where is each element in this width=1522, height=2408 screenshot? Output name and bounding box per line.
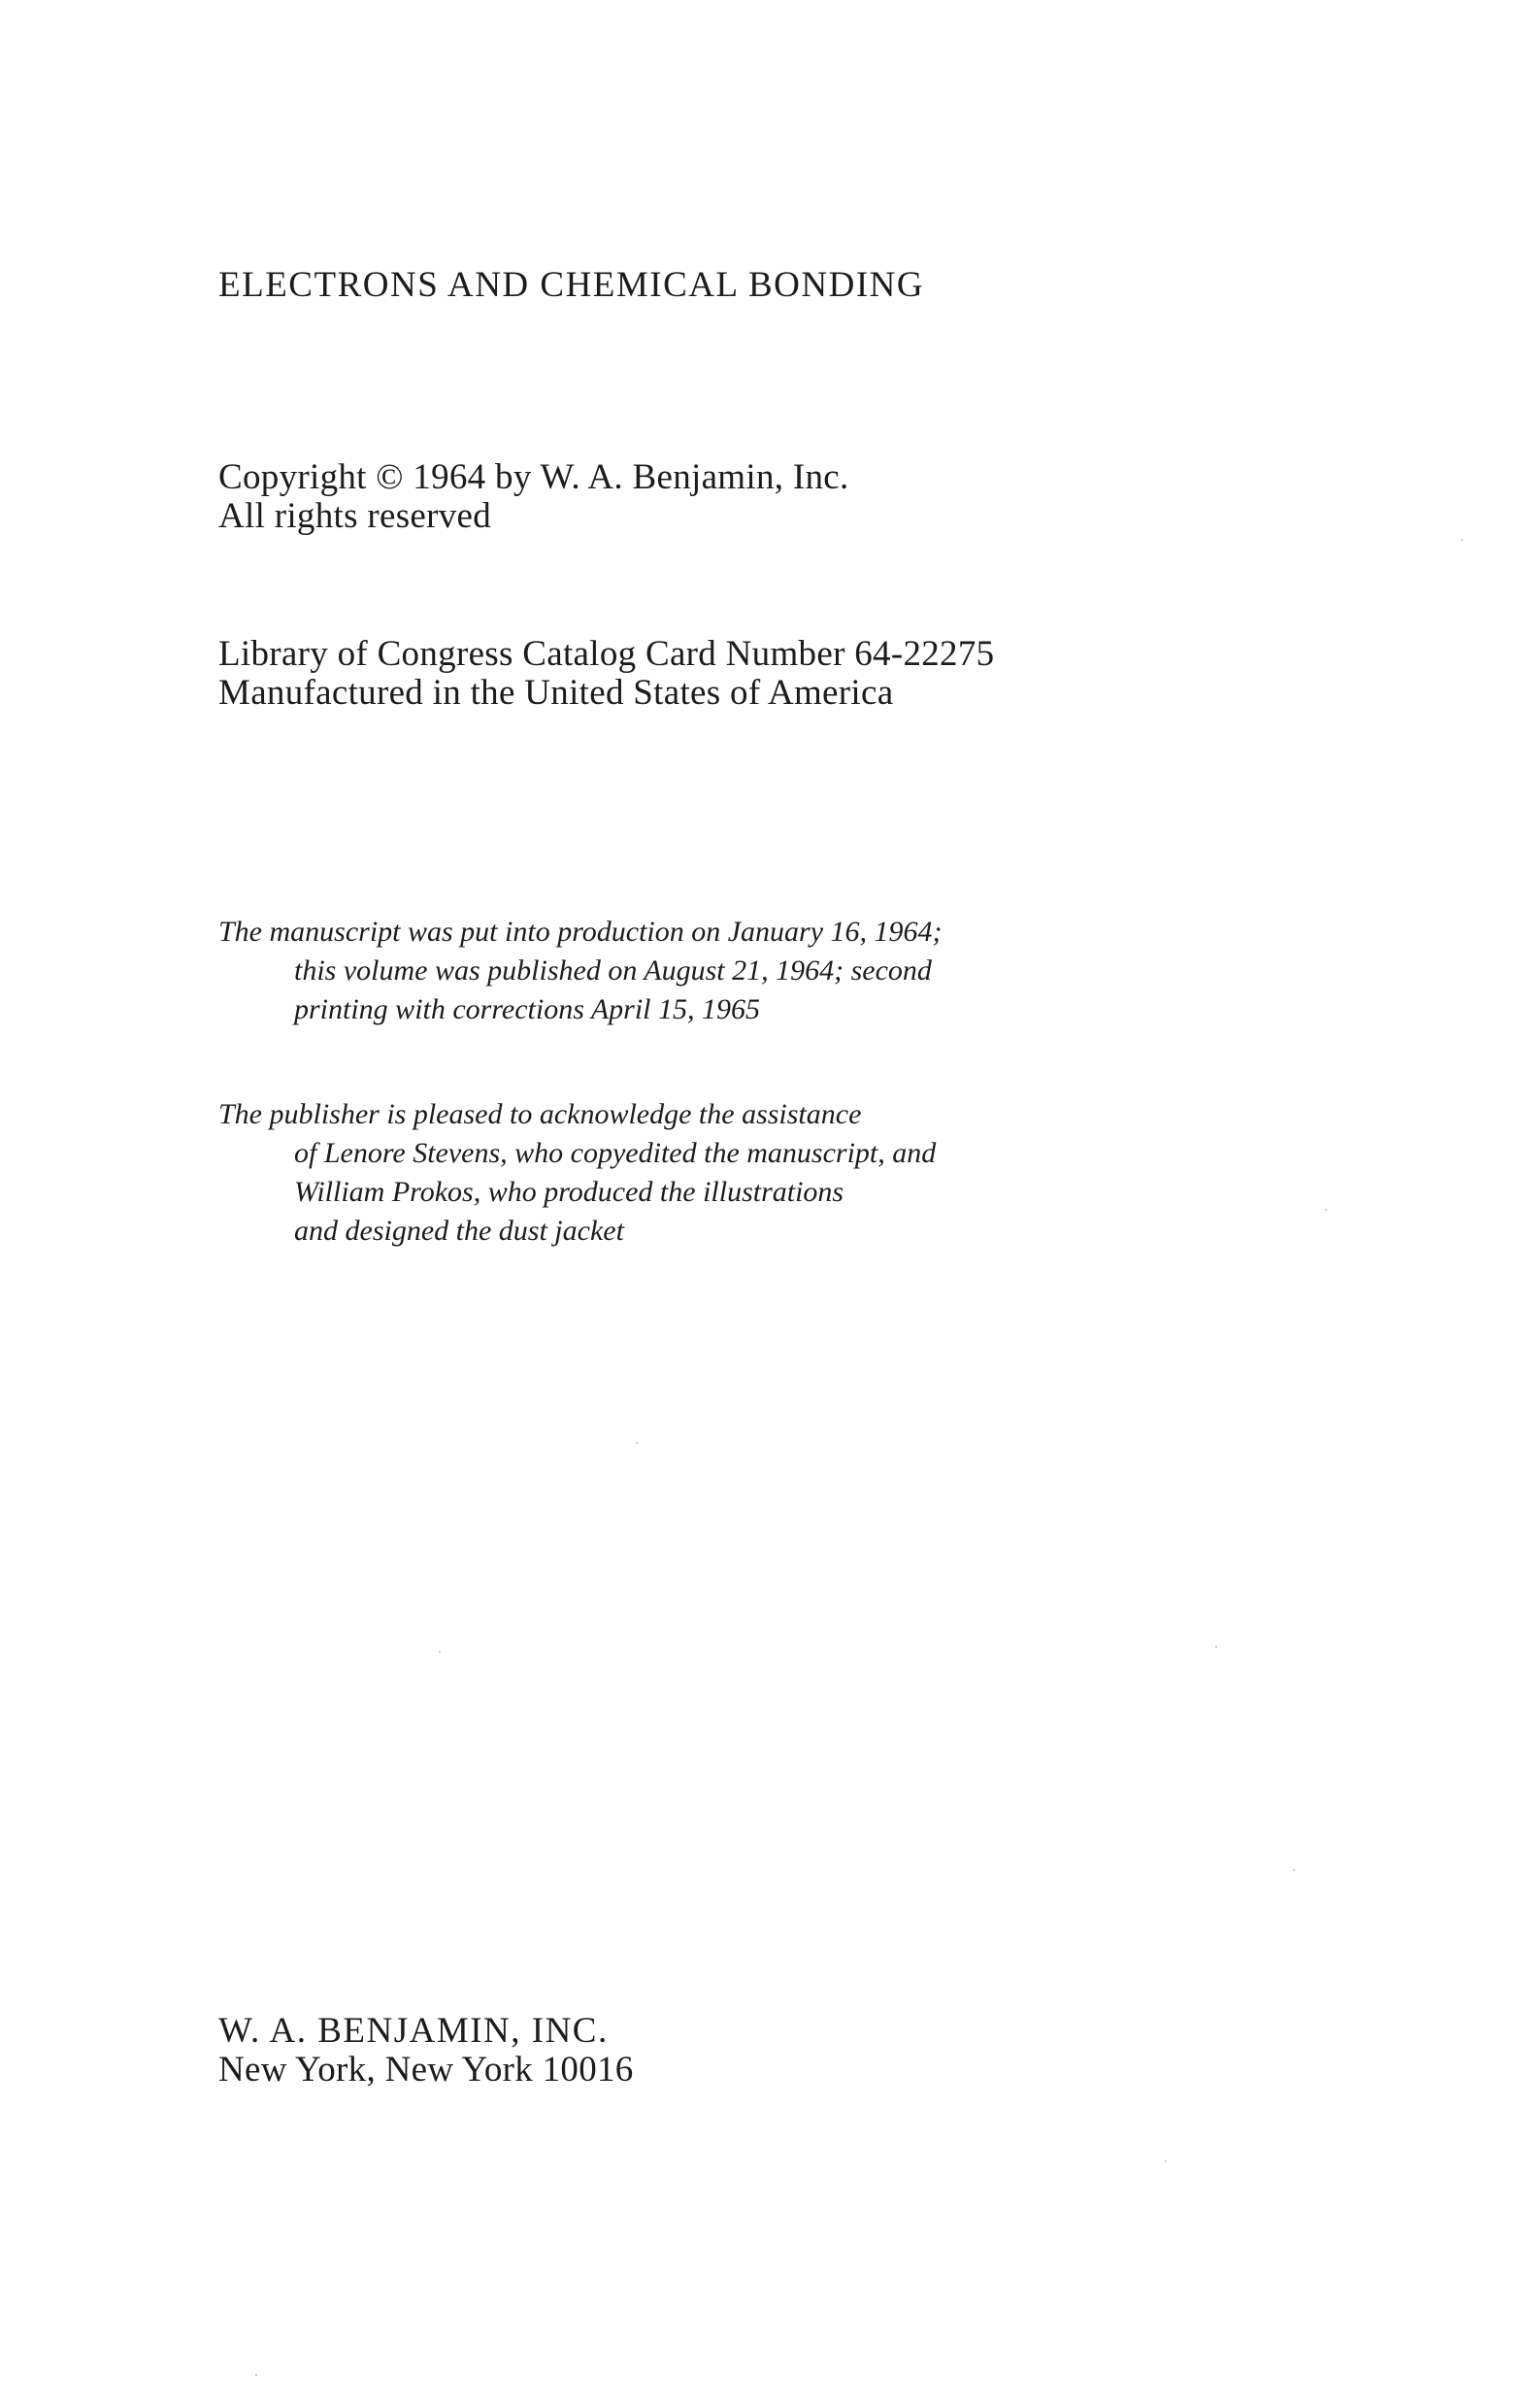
scan-speck [1165, 2160, 1167, 2162]
copyright-notice [218, 458, 849, 536]
scan-speck [255, 2374, 257, 2376]
catalog-info [218, 635, 994, 713]
scan-speck [1293, 1869, 1295, 1871]
acknowledgment-line-4: and designed the dust jacket [294, 1215, 624, 1247]
scan-speck [636, 1442, 638, 1444]
scan-speck [1325, 1209, 1327, 1211]
scan-speck [1215, 1646, 1217, 1648]
scan-speck [1461, 539, 1463, 541]
rights-line: All rights reserved [218, 496, 492, 536]
copyright-line: Copyright © 1964 by W. A. Benjamin, Inc. [218, 457, 849, 497]
publisher-imprint [218, 2012, 634, 2090]
scan-speck [439, 1651, 441, 1653]
acknowledgment-note [218, 1095, 936, 1251]
production-line-3: printing with corrections April 15, 1965 [294, 993, 761, 1025]
production-line-1: The manuscript was put into production on January 16, 1964; [218, 916, 943, 948]
acknowledgment-line-2: of Lenore Stevens, who copyedited the manuscript, and [294, 1137, 937, 1169]
publisher-address: New York, New York 10016 [218, 2050, 634, 2090]
acknowledgment-line-3: William Prokos, who produced the illustrations [294, 1176, 844, 1208]
catalog-number-line: Library of Congress Catalog Card Number 64-22275 [218, 634, 995, 674]
publisher-name: W. A. BENJAMIN, INC. [218, 2011, 609, 2051]
production-line-2: this volume was published on August 21, 1964; second [294, 954, 932, 987]
production-note [218, 913, 943, 1029]
book-title: ELECTRONS AND CHEMICAL BONDING [218, 265, 925, 305]
acknowledgment-line-1: The publisher is pleased to acknowledge the assistance [218, 1098, 862, 1130]
manufactured-line: Manufactured in the United States of America [218, 673, 894, 713]
